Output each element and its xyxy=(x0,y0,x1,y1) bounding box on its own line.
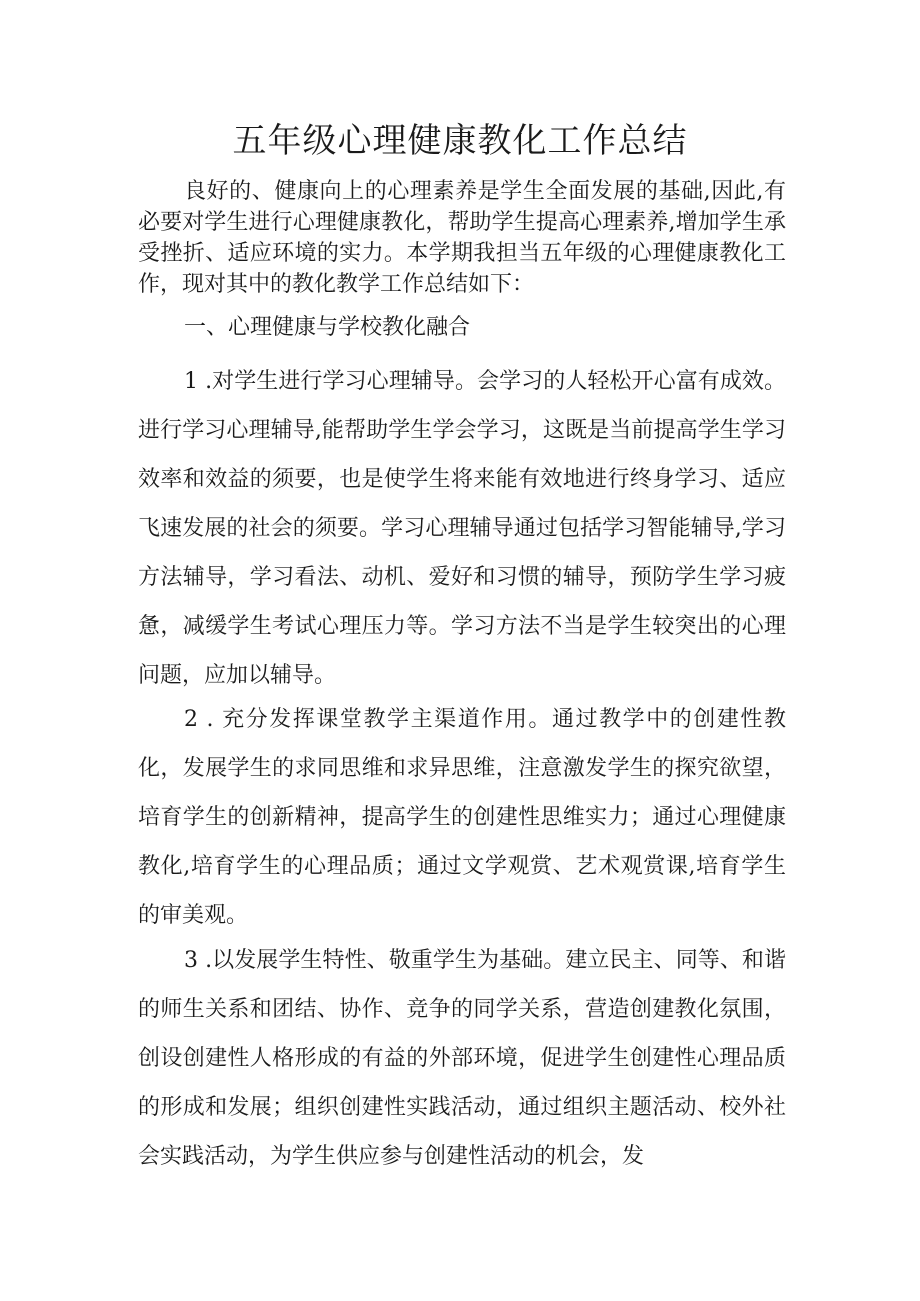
document-title: 五年级心理健康教化工作总结 xyxy=(232,121,688,161)
body-paragraph-3: 3 .以发展学生特性、敬重学生为基础。建立民主、同等、和谐的师生关系和团结、协作、竞争的同学关系，营造创建教化氛围，创设创建性人格形成的有益的外部环境，促进学生创建性心理品质的形成和发展；组织创建性实践活动，通过组织主题活动、校外社会实践活动，为学生供应参与创建性活动的机会，发 xyxy=(138,948,786,1169)
body-paragraph-2: 2 . 充分发挥课堂教学主渠道作用。通过教学中的创建性教化，发展学生的求同思维和求异思维，注意激发学生的探究欲望，培育学生的创新精神，提高学生的创建性思维实力；通过心理健康教化,培育学生的心理品质；通过文学观赏、艺术观赏课,培育学生的审美观。 xyxy=(138,707,786,928)
section-heading: 一、心理健康与学校教化融合 xyxy=(184,315,471,340)
body-paragraph-1: 1 .对学生进行学习心理辅导。会学习的人轻松开心富有成效。进行学习心理辅导,能帮助学生学会学习，这既是当前提高学生学习效率和效益的须要，也是使学生将来能有效地进行终身学习、适应飞速发展的社会的须要。学习心理辅导通过包括学习智能辅导,学习方法辅导，学习看法、动机、爱好和习惯的辅导，预防学生学习疲惫，减缓学生考试心理压力等。学习方法不当是学生较突出的心理问题，应加以辅导。 xyxy=(138,369,786,688)
intro-paragraph: 良好的、健康向上的心理素养是学生全面发展的基础,因此,有必要对学生进行心理健康教化，帮助学生提高心理素养,增加学生承受挫折、适应环境的实力。本学期我担当五年级的心理健康教化工作，现对其中的教化教学工作总结如下： xyxy=(138,179,786,297)
